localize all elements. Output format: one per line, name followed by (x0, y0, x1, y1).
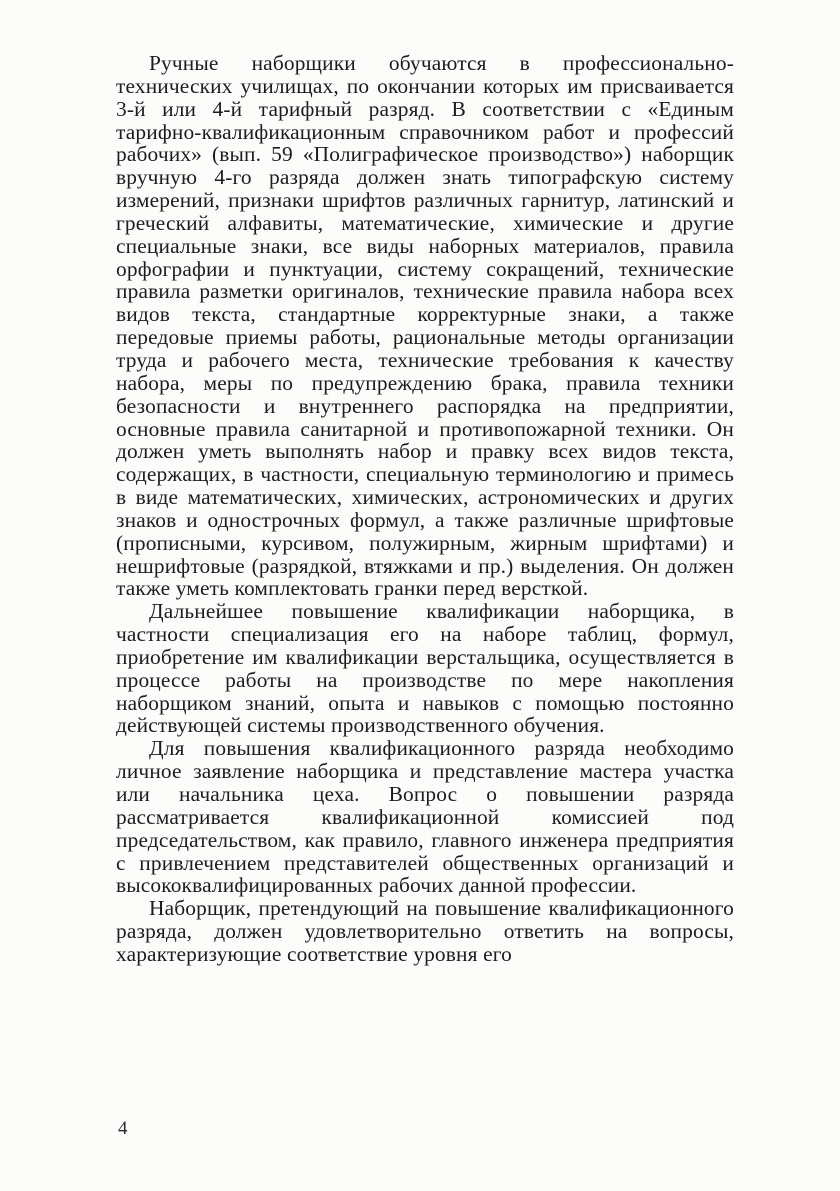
paragraph-3: Для повышения квалификационного разряда необходимо личное заявление наборщика и представление мастера участка или начальника цеха. Вопрос о повышении разряда рассматривается квалификационной комиссией под председательством, как правило, главного инженера предприятия с привлечением представителей общественных организаций и высококвалифицированных рабочих данной профессии. (116, 736, 734, 898)
paragraph-4: Наборщик, претендующий на повышение квалификационного разряда, должен удовлетворительно ответить на вопросы, характеризующие соответствие уровня его (116, 896, 734, 966)
body-text (116, 52, 734, 966)
paragraph-1: Ручные наборщики обучаются в профессионально-технических училищах, по окончании которых им присваивается 3-й или 4-й тарифный разряд. В соответствии с «Единым тарифно-квалификационным справочником работ и профессий рабочих» (вып. 59 «Полиграфическое производство») наборщик вручную 4-го разряда должен знать типографскую систему измерений, признаки шрифтов различных гарнитур, латинский и греческий алфавиты, математические, химические и другие специальные знаки, все виды наборных материалов, правила орфографии и пунктуации, систему сокращений, технические правила разметки оригиналов, технические правила набора всех видов текста, стандартные корректурные знаки, а также передовые приемы работы, рациональные методы организации труда и рабочего места, технические требования к качеству набора, меры по предупреждению брака, правила техники безопасности и внутреннего распорядка на предприятии, основные правила санитарной и противопожарной техники. Он должен уметь выполнять набор и правку всех видов текста, содержащих, в частности, специальную терминологию и примесь в виде математических, химических, астрономических и других знаков и однострочных формул, а также различные шрифтовые (прописными, курсивом, полужирным, жирным шрифтами) и нешрифтовые (разрядкой, втяжками и пр.) выделения. Он должен также уметь комплектовать гранки перед версткой. (116, 51, 734, 601)
page-number: 4 (118, 1118, 128, 1139)
paragraph-2: Дальнейшее повышение квалификации наборщика, в частности специализация его на наборе таблиц, формул, приобретение им квалификации верстальщика, осуществляется в процессе работы на производстве по мере накопления наборщиком знаний, опыта и навыков с помощью постоянно действующей системы производственного обучения. (116, 599, 734, 738)
